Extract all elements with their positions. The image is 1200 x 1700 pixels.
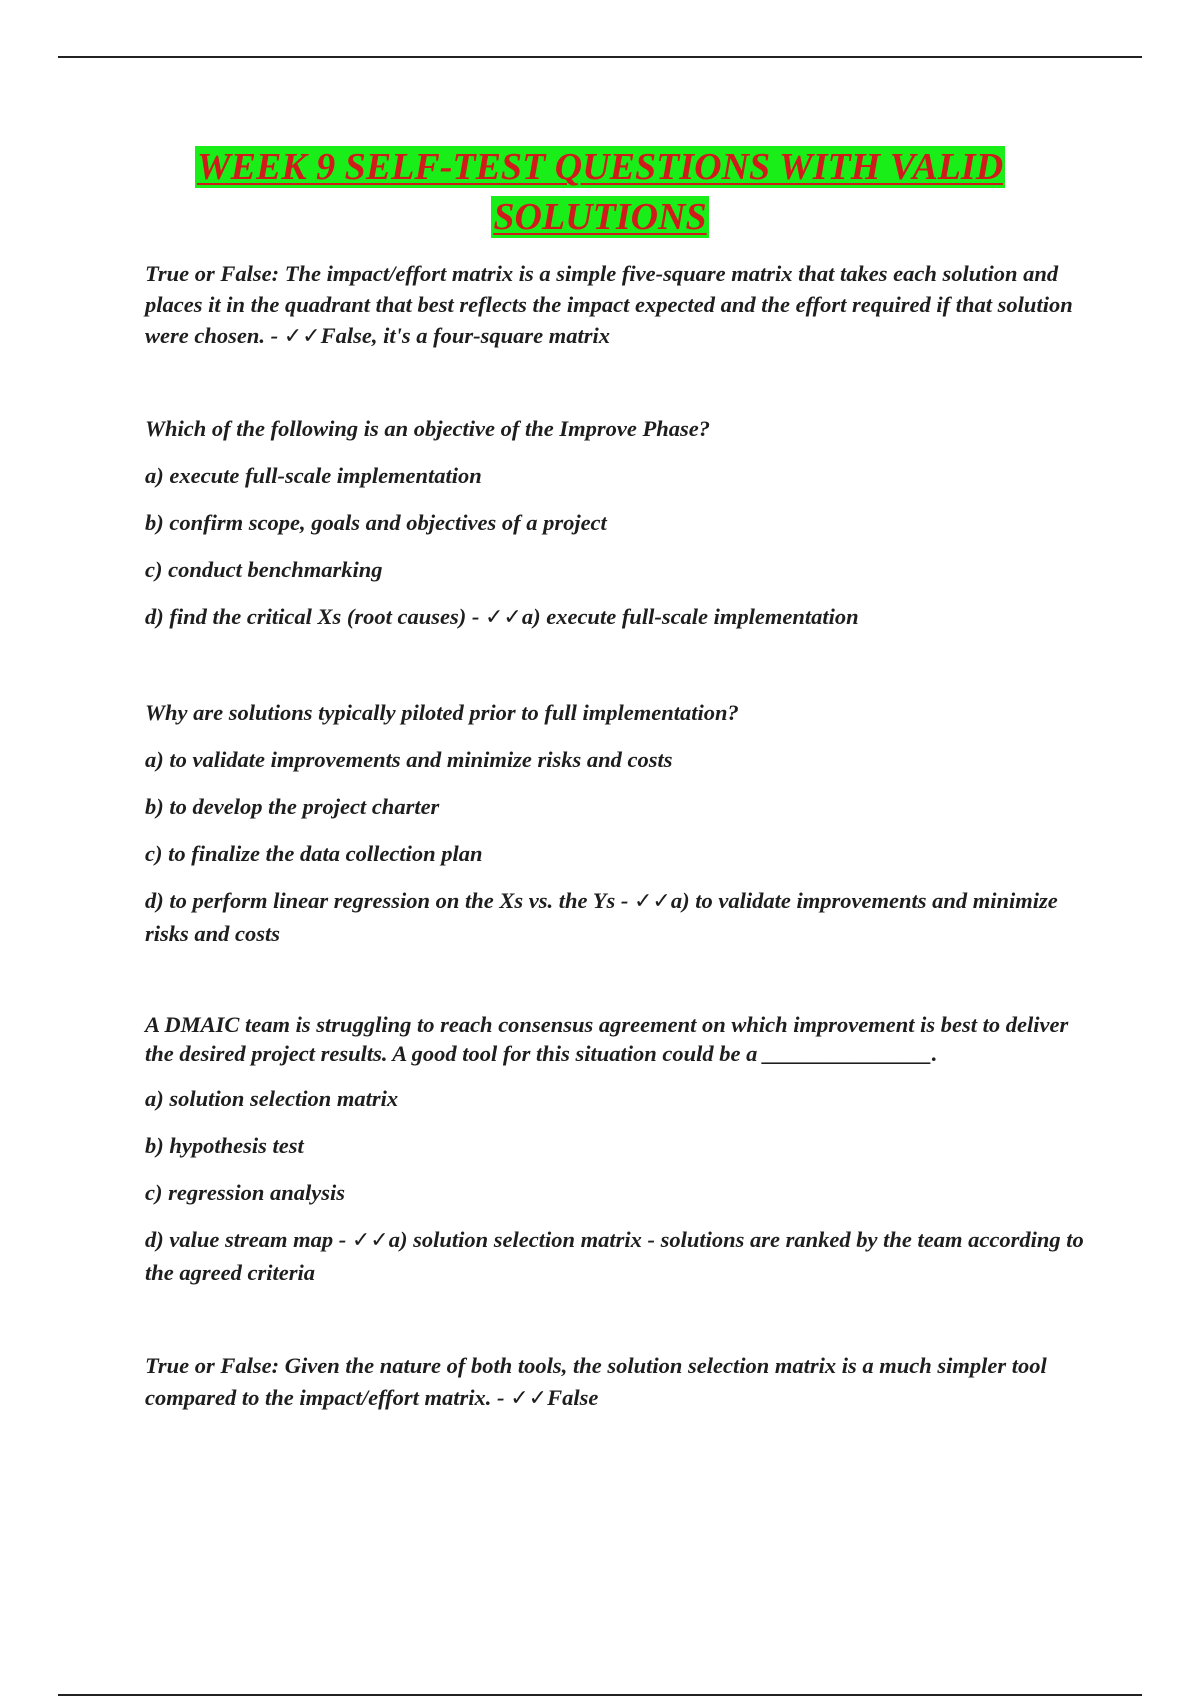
question-5 bbox=[145, 1350, 1095, 1415]
option-2a: a) execute full-scale implementation bbox=[145, 463, 482, 488]
option-3d bbox=[145, 885, 1095, 950]
check-icon: ✓✓ bbox=[510, 1386, 548, 1411]
option-2b: b) confirm scope, goals and objectives of a project bbox=[145, 510, 607, 535]
question-3: Why are solutions typically piloted prior to full implementation? bbox=[145, 700, 739, 725]
question-1-text: True or False: The impact/effort matrix is a simple five-square matrix that takes each solution and places it in the quadrant that best reflects the impact expected and the effort required if that solution were chosen. - bbox=[145, 261, 1073, 348]
option-4a: a) solution selection matrix bbox=[145, 1086, 399, 1111]
check-icon: ✓✓ bbox=[351, 1228, 389, 1253]
option-3a: a) to validate improvements and minimize risks and costs bbox=[145, 747, 673, 772]
option-2d bbox=[145, 601, 1095, 634]
answer-3: a) to validate improvements and minimize risks and costs bbox=[145, 888, 1058, 946]
bottom-rule bbox=[58, 1694, 1142, 1696]
answer-4: a) solution selection matrix - solutions are ranked by the team according to the agreed criteria bbox=[145, 1227, 1084, 1285]
answer-2: a) execute full-scale implementation bbox=[521, 604, 859, 629]
question-1 bbox=[145, 258, 1095, 352]
option-3b: b) to develop the project charter bbox=[145, 794, 440, 819]
option-3c: c) to finalize the data collection plan bbox=[145, 841, 483, 866]
option-3d-text: d) to perform linear regression on the Xs vs. the Ys - bbox=[145, 888, 634, 913]
check-icon: ✓✓ bbox=[484, 605, 522, 630]
document-title bbox=[100, 142, 1100, 242]
title-text: WEEK 9 SELF-TEST QUESTIONS WITH VALID SOLUTIONS bbox=[196, 146, 1004, 238]
option-4b: b) hypothesis test bbox=[145, 1133, 304, 1158]
top-rule bbox=[58, 56, 1142, 58]
answer-5: False bbox=[547, 1385, 599, 1410]
option-4c: c) regression analysis bbox=[145, 1180, 346, 1205]
option-2d-text: d) find the critical Xs (root causes) - bbox=[145, 604, 485, 629]
question-5-text: True or False: Given the nature of both tools, the solution selection matrix is a much simpler tool compared to the impact/effort matrix. - bbox=[145, 1353, 1047, 1410]
option-4d-text: d) value stream map - bbox=[145, 1227, 352, 1252]
document-body bbox=[145, 258, 1095, 1415]
answer-1: False, it's a four-square matrix bbox=[320, 323, 611, 348]
check-icon: ✓✓ bbox=[283, 324, 321, 349]
option-2c: c) conduct benchmarking bbox=[145, 557, 383, 582]
question-4: A DMAIC team is struggling to reach consensus agreement on which improvement is best to deliver the desired project results. A good tool for this situation could be a _______________. bbox=[145, 1012, 1069, 1066]
option-4d bbox=[145, 1224, 1095, 1289]
question-2: Which of the following is an objective of the Improve Phase? bbox=[145, 416, 710, 441]
check-icon: ✓✓ bbox=[634, 889, 671, 914]
